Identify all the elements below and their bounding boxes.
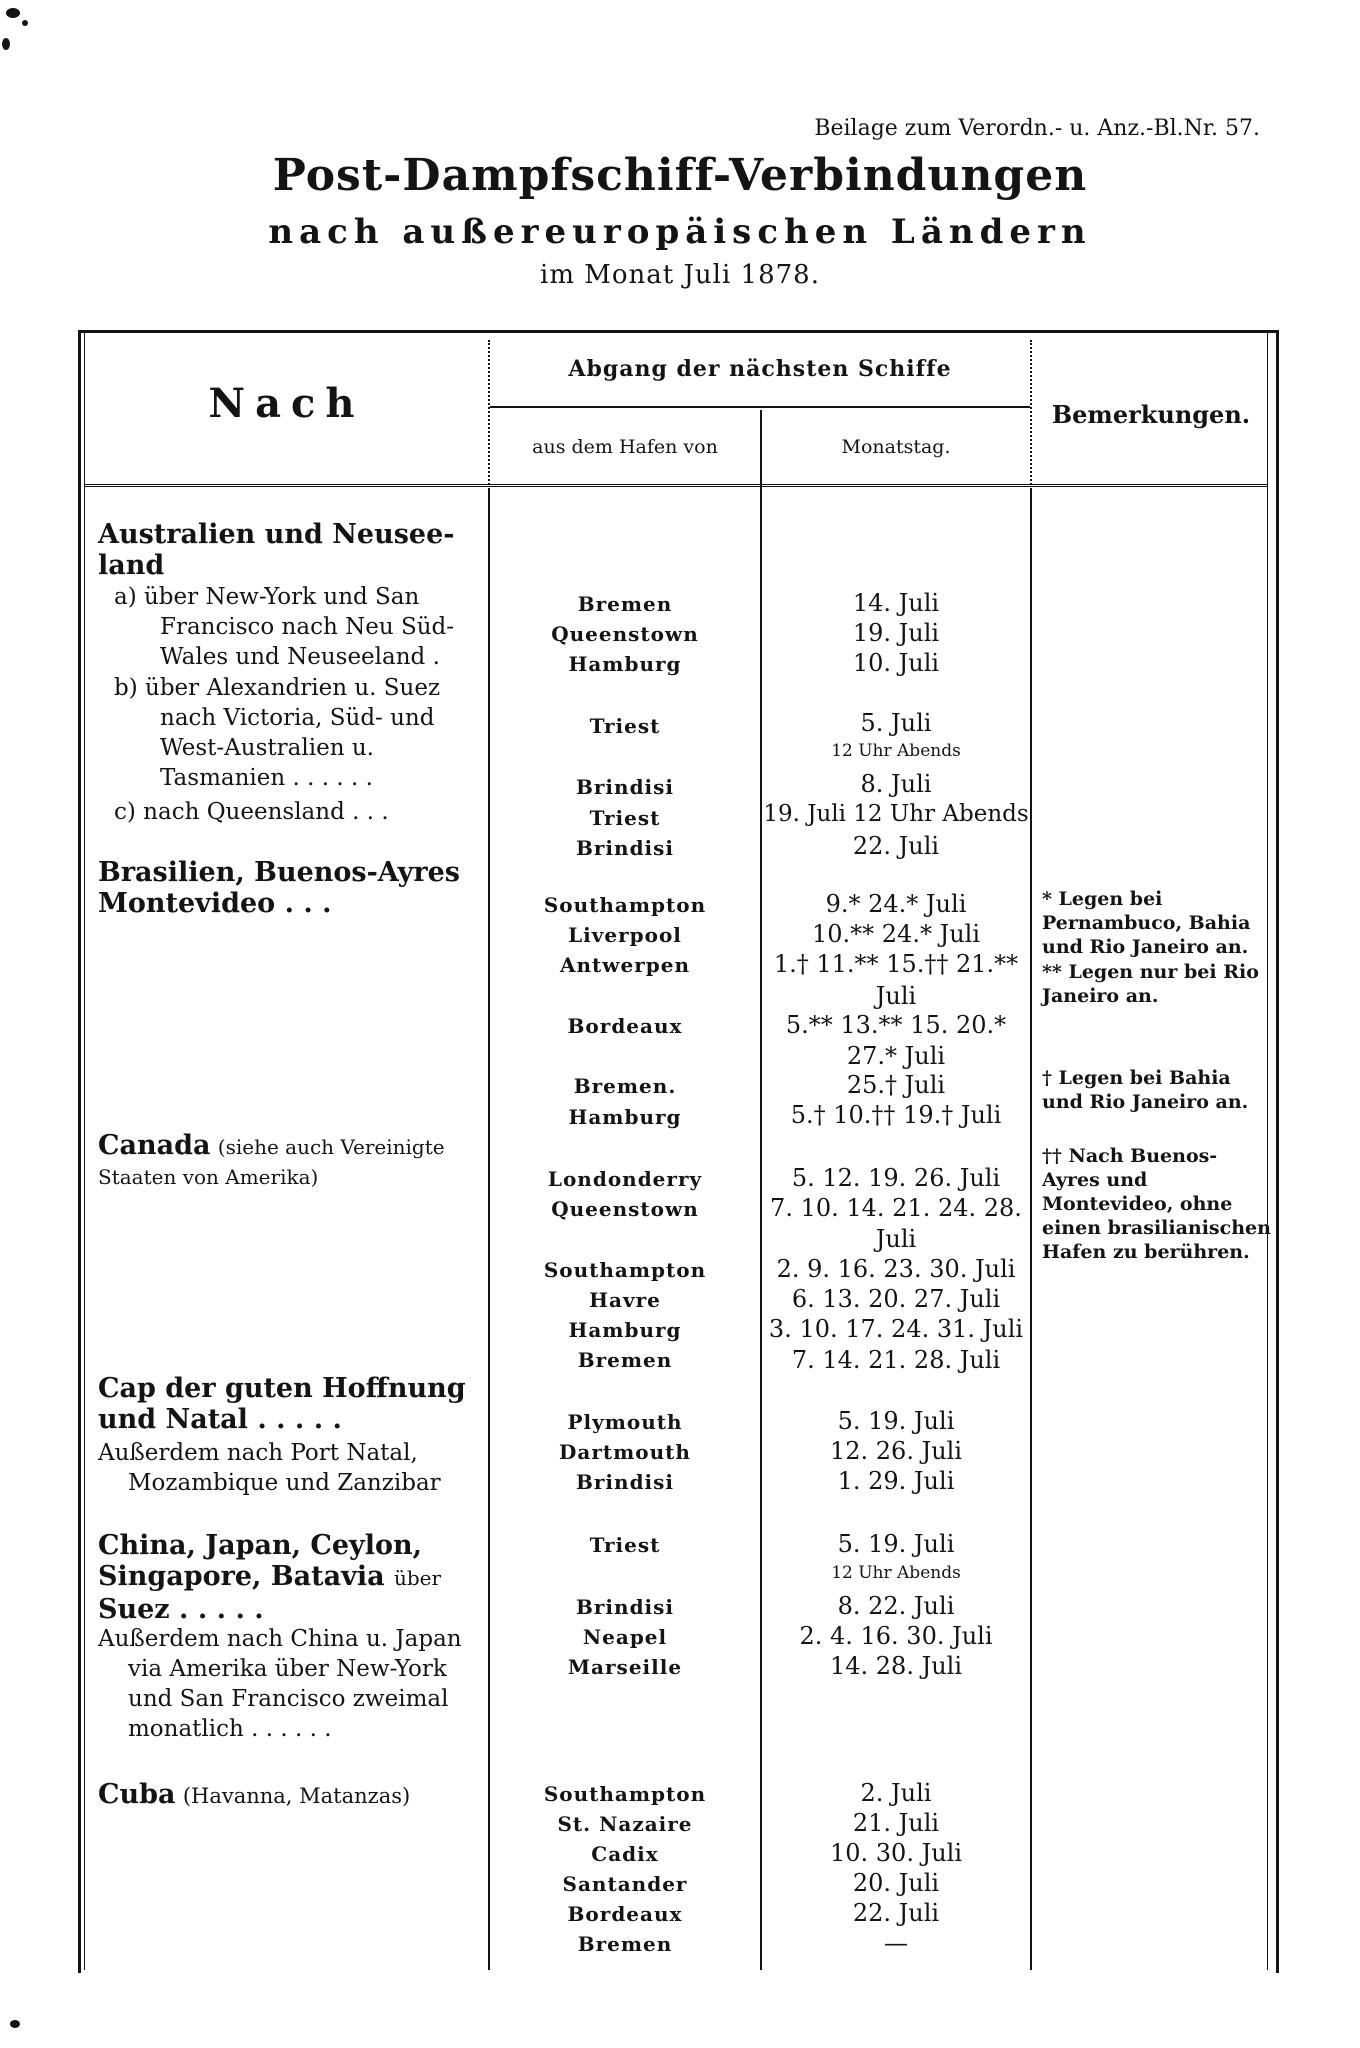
destination-china [98,1530,470,1625]
row-port: Cadix [591,1842,659,1866]
row-day: 8. Juli [860,770,932,798]
row-port: Antwerpen [559,953,691,977]
row-day: 22. Juli [852,832,940,860]
row-day-note: 12 Uhr Abends [831,741,961,761]
row-port: Londonderry [547,1167,703,1191]
row-port: Bremen [577,592,673,616]
destination-china-name: China, Japan, Ceylon, Singapore, Batavia [98,1530,423,1592]
frame-inner-line-left [84,333,85,1970]
row-day: 12. 26. Juli [829,1437,963,1465]
row-day: 5.** 13.** 15. 20.* [785,1011,1007,1039]
row-port: Bremen [577,1348,673,1372]
destination-canada-name: Canada [98,1130,211,1161]
column-header-monatstag: Monatstag. [841,436,951,458]
row-day: 10. Juli [852,649,940,677]
row-port: Triest [589,806,661,830]
row-day: 10.** 24.* Juli [811,920,981,948]
row-day: 1.† 11.** 15.†† 21.** [773,950,1019,978]
row-port: Brindisi [575,836,675,860]
row-day: 3. 10. 17. 24. 31. Juli [768,1315,1024,1343]
scan-speck [10,2020,20,2028]
row-day: 5. 19. Juli [837,1530,955,1558]
row-port: Liverpool [568,923,682,947]
row-day: 19. Juli 12 Uhr Abends [763,801,1029,827]
destination-china-ueber: über [393,1566,442,1590]
row-port: Triest [589,714,661,738]
row-day: 5. Juli [860,709,932,737]
destination-china-suez: Suez . . . . . [98,1594,264,1625]
document-month: im Monat Juli 1878. [540,260,820,290]
column-rule-nach [488,488,490,1970]
row-day: 10. 30. Juli [829,1839,963,1867]
row-day: 6. 13. 20. 27. Juli [791,1285,1001,1313]
row-port: Dartmouth [559,1440,691,1464]
row-port: Bremen [577,1932,673,1956]
row-day: 22. Juli [852,1899,940,1927]
row-day: 20. Juli [852,1869,940,1897]
destination-brasilien: Brasilien, Buenos-Ayres Montevideo . . . [98,857,460,919]
row-port: Southampton [543,1258,707,1282]
row-port: Queenstown [551,1197,699,1221]
row-day: 8. 22. Juli [837,1592,955,1620]
column-rule-monatstag [1030,488,1032,1970]
remark-single-star: * Legen bei Pernambuco, Bahia und Rio Janeiro an. [1042,888,1251,958]
row-port: St. Nazaire [557,1812,693,1836]
column-header-abgang: Abgang der nächsten Schiffe [568,356,952,382]
row-day: 19. Juli [852,619,940,647]
row-port: Neapel [582,1625,668,1649]
row-port: Southampton [543,893,707,917]
row-port: Brindisi [575,1595,675,1619]
destination-china-extra: Außerdem nach China u. Japan via Amerika über New-York und San Francisco zweimal monatlich . . . . . . [98,1626,462,1742]
row-port: Bordeaux [567,1014,683,1038]
row-port: Southampton [543,1782,707,1806]
row-port: Triest [589,1533,661,1557]
document-title: Post-Dampfschiff-Verbindungen [272,150,1088,201]
destination-canada [98,1131,470,1192]
destination-australien: Australien und Neusee-land [98,519,455,581]
destination-cap-extra: Außerdem nach Port Natal, Mozambique und Zanzibar [98,1440,441,1496]
column-header-hafen: aus dem Hafen von [532,436,718,458]
row-day: 5. 19. Juli [837,1407,955,1435]
row-port: Brindisi [575,775,675,799]
row-day: 14. Juli [852,589,940,617]
row-port: Havre [589,1288,661,1312]
row-port: Santander [562,1872,688,1896]
row-day: 25.† Juli [846,1071,946,1099]
destination-cuba-name: Cuba [98,1779,176,1810]
scan-speck [6,8,20,18]
row-port: Bremen. [573,1074,677,1098]
row-port: Marseille [567,1655,683,1679]
document-subtitle: nach außereuropäischen Ländern [268,212,1092,252]
column-header-nach: Nach [208,380,365,427]
row-day: 5. 12. 19. 26. Juli [791,1164,1001,1192]
row-day: 1. 29. Juli [837,1467,955,1495]
destination-canada-note: (siehe auch Vereinigte Staaten von Amerika) [98,1135,445,1189]
row-day: 21. Juli [852,1809,940,1837]
destination-cap: Cap der guten Hoffnung und Natal . . . . . [98,1373,466,1435]
row-day: 7. 10. 14. 21. 24. 28. [770,1194,1022,1222]
row-port: Brindisi [575,1470,675,1494]
scan-speck [22,20,28,26]
row-day-note: 12 Uhr Abends [831,1563,961,1583]
remark-double-dagger: †† Nach Buenos-Ayres und Montevideo, ohne einen brasilianischen Hafen zu berühren. [1042,1145,1271,1263]
row-port: Hamburg [568,1105,682,1129]
row-port: Hamburg [568,652,682,676]
row-day: 14. 28. Juli [829,1652,963,1680]
row-day: 9.* 24.* Juli [825,890,967,918]
header-rule-bottom [84,484,1267,487]
row-day: 7. 14. 21. 28. Juli [791,1346,1001,1374]
row-day-continued: 27.* Juli [846,1042,946,1070]
row-day-continued: Juli [875,982,917,1010]
header-rule-abgang [490,406,1030,408]
destination-australien-route-b: b) über Alexandrien u. Suez nach Victoria, Süd- und West-Australien u. Tasmanien . . . . . . [114,675,441,791]
destination-australien-route-c: c) nach Queensland . . . [114,799,389,825]
row-port: Queenstown [551,622,699,646]
remark-double-star: ** Legen nur bei Rio Janeiro an. [1042,961,1259,1007]
row-day-continued: Juli [875,1225,917,1253]
supplement-note: Beilage zum Verordn.- u. Anz.-Bl.Nr. 57. [814,116,1260,141]
scan-speck [2,38,10,50]
remark-dagger: † Legen bei Bahia und Rio Janeiro an. [1042,1067,1249,1113]
row-day: 5.† 10.†† 19.† Juli [790,1101,1002,1129]
row-day: 2. Juli [860,1779,932,1807]
destination-australien-route-a: a) über New-York und San Francisco nach Neu Süd-Wales und Neuseeland . [114,584,455,670]
row-port: Hamburg [568,1318,682,1342]
column-header-bemerkungen: Bemerkungen. [1051,400,1251,429]
row-day: 2. 4. 16. 30. Juli [799,1622,993,1650]
destination-cuba-note: (Havanna, Matanzas) [182,1784,411,1808]
row-port: Plymouth [567,1410,683,1434]
destination-cuba [98,1780,470,1811]
row-day: 2. 9. 16. 23. 30. Juli [776,1255,1016,1283]
row-port: Bordeaux [567,1902,683,1926]
row-day: — [884,1929,908,1957]
